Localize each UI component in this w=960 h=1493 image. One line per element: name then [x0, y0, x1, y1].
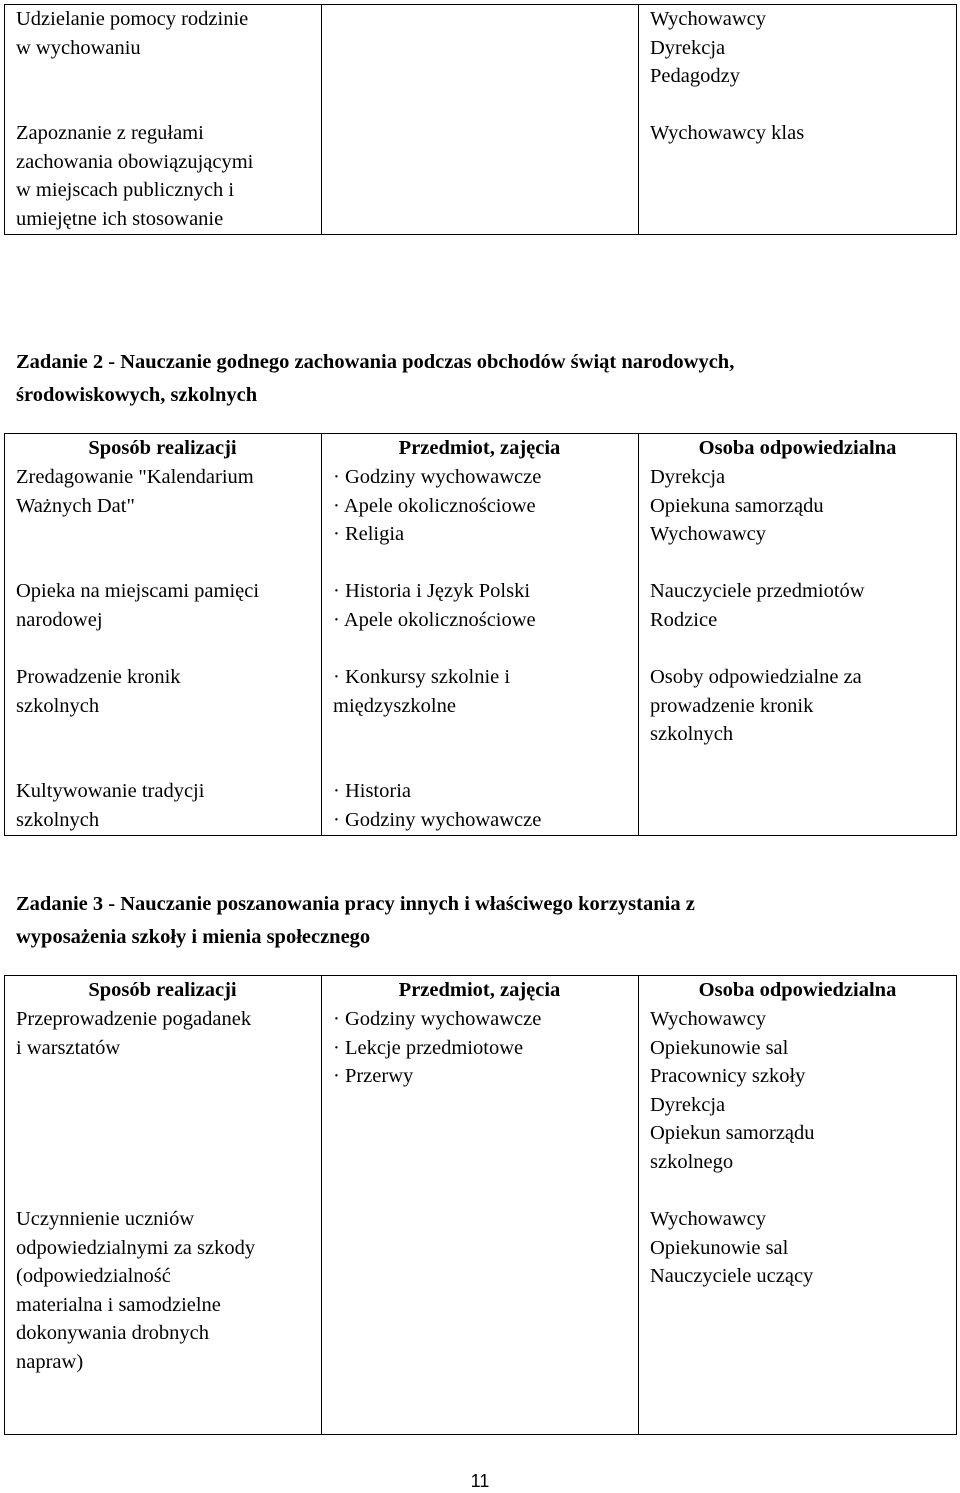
cell-line: · Historia [333, 780, 411, 802]
cell-line: szkolnych [650, 723, 734, 745]
cell-line: narodowej [16, 608, 103, 631]
table-3-divider [321, 975, 322, 1435]
table-2-row-2-przedmiot [333, 577, 633, 634]
table-2-row-4-przedmiot [333, 777, 633, 834]
cell-line: Kultywowanie tradycji [16, 780, 205, 802]
table-2-header-przedmiot: Przedmiot, zajęcia [398, 437, 561, 459]
cell-line: w miejscach publicznych i [16, 179, 235, 201]
title-line: Zadanie 2 - Nauczanie godnego zachowania podczas obchodów świąt narodowych, [16, 351, 735, 373]
cell-line: Opiekunowie sal [650, 1236, 789, 1259]
cell-line: Wychowawcy [650, 1008, 767, 1030]
table-3-header-sposob: Sposób realizacji [88, 979, 237, 1001]
page-number: 11 [470, 1471, 490, 1491]
cell-line: w wychowaniu [16, 36, 141, 59]
cell-line: Przeprowadzenie pogadanek [16, 1008, 252, 1030]
table-2-divider [638, 433, 639, 836]
table-1-divider [638, 4, 639, 235]
cell-line: Wychowawcy [650, 523, 767, 545]
cell-line: · Godziny wychowawcze [333, 466, 542, 488]
cell-line: międzyszkolne [333, 694, 456, 717]
table-2-row-3-sposob [16, 663, 316, 720]
table-2-header-sposob: Sposób realizacji [88, 437, 237, 459]
cell-line: · Religia [333, 523, 405, 545]
table-2-row-1-przedmiot [333, 463, 633, 549]
table-1-row-2-sposob [16, 119, 316, 233]
table-2-header-osoba: Osoba odpowiedzialna [698, 437, 897, 459]
cell-line: prowadzenie kronik [650, 694, 814, 717]
table-3-header-osoba: Osoba odpowiedzialna [698, 979, 897, 1001]
table-2-row-2-osoba [650, 577, 950, 634]
cell-line: szkolnych [16, 808, 100, 831]
cell-line: Dyrekcja [650, 36, 726, 59]
cell-line: Zredagowanie "Kalendarium [16, 466, 254, 488]
cell-line: Pedagodzy [650, 65, 740, 87]
table-2-row-4-sposob [16, 777, 316, 834]
cell-line: i warsztatów [16, 1036, 121, 1059]
table-2-row-1-osoba [650, 463, 950, 549]
cell-line: · Przerwy [333, 1065, 414, 1087]
cell-line: Nauczyciele przedmiotów [650, 580, 865, 602]
cell-line: zachowania obowiązującymi [16, 150, 254, 173]
title-line: wyposażenia szkoły i mienia społecznego [16, 925, 371, 948]
cell-line: szkolnych [16, 694, 100, 717]
table-3-row-2-sposob [16, 1205, 316, 1376]
cell-line: · Apele okolicznościowe [333, 494, 536, 517]
cell-line: Wychowawcy [650, 8, 767, 30]
table-2-row-3-przedmiot [333, 663, 633, 720]
table-2-row-2-sposob [16, 577, 316, 634]
cell-line: odpowiedzialnymi za szkody [16, 1236, 256, 1259]
table-3-header-przedmiot: Przedmiot, zajęcia [398, 979, 561, 1001]
cell-line: Zapoznanie z regułami [16, 122, 204, 144]
cell-line: Opiekuna samorządu [650, 494, 824, 517]
table-3-row-1-osoba [650, 1005, 950, 1176]
table-2-row-1-sposob [16, 463, 316, 520]
cell-line: umiejętne ich stosowanie [16, 207, 224, 230]
table-3-row-1-sposob [16, 1005, 316, 1062]
table-1-divider [321, 4, 322, 235]
table-3-divider [638, 975, 639, 1435]
cell-line: Uczynnienie uczniów [16, 1208, 195, 1230]
cell-line: · Godziny wychowawcze [333, 808, 542, 831]
table-3-row-1-przedmiot [333, 1005, 633, 1091]
cell-line: Wychowawcy [650, 1208, 767, 1230]
cell-line: Opiekun samorządu [650, 1122, 815, 1144]
cell-line: · Apele okolicznościowe [333, 608, 536, 631]
cell-line: (odpowiedzialność [16, 1265, 171, 1287]
cell-line: Ważnych Dat" [16, 494, 135, 517]
cell-line: Osoby odpowiedzialne za [650, 666, 862, 688]
table-2-row-3-osoba [650, 663, 950, 749]
cell-line: · Historia i Język Polski [333, 580, 531, 602]
table-1-row-1-sposob [16, 5, 316, 62]
cell-line: Opiekunowie sal [650, 1036, 789, 1059]
cell-line: Dyrekcja [650, 1093, 726, 1116]
cell-line: Pracownicy szkoły [650, 1065, 806, 1087]
cell-line: Udzielanie pomocy rodzinie [16, 8, 249, 30]
table-2-divider [321, 433, 322, 836]
cell-line: · Godziny wychowawcze [333, 1008, 542, 1030]
title-line: Zadanie 3 - Nauczanie poszanowania pracy innych i właściwego korzystania z [16, 893, 695, 915]
cell-line: Prowadzenie kronik [16, 666, 181, 688]
cell-line: napraw) [16, 1350, 84, 1373]
title-line: środowiskowych, szkolnych [16, 383, 258, 406]
table-3-row-2-osoba [650, 1205, 950, 1291]
cell-line: dokonywania drobnych [16, 1322, 209, 1344]
cell-line: materialna i samodzielne [16, 1293, 221, 1316]
cell-line: · Lekcje przedmiotowe [333, 1036, 524, 1059]
cell-line: szkolnego [650, 1150, 734, 1173]
cell-line: · Konkursy szkolnie i [333, 666, 511, 688]
cell-line: Rodzice [650, 608, 718, 631]
table-1-row-2-osoba [650, 119, 950, 148]
section-3-title [16, 890, 916, 951]
cell-line: Opieka na miejscami pamięci [16, 580, 260, 602]
section-2-title [16, 348, 916, 409]
cell-line: Nauczyciele uczący [650, 1265, 814, 1287]
cell-line: Dyrekcja [650, 466, 726, 488]
table-1-row-1-osoba [650, 5, 950, 91]
cell-line: Wychowawcy klas [650, 122, 805, 144]
